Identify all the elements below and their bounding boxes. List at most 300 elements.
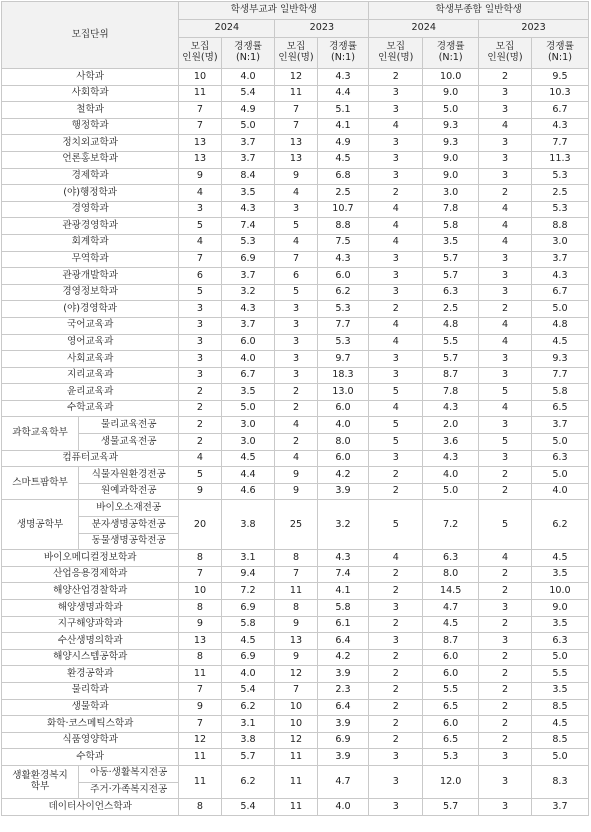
unit-cell: (야)행정학과: [2, 185, 179, 202]
ratio-cell: 5.0: [221, 400, 275, 417]
ratio-cell: 4.3: [317, 550, 369, 567]
quota-cell: 9: [179, 699, 221, 716]
unit-cell: 해양시스템공학과: [2, 649, 179, 666]
ratio-cell: 2.5: [423, 301, 479, 318]
quota-cell: 10: [179, 69, 221, 86]
ratio-cell: 3.0: [221, 417, 275, 434]
ratio-cell: 7.2: [221, 583, 275, 600]
table-row: [2, 69, 589, 86]
unit-cell: 수학과: [2, 749, 179, 766]
ratio-cell: 4.0: [221, 666, 275, 683]
quota-cell: 3: [369, 799, 423, 816]
table-row: [2, 301, 589, 318]
ratio-cell: 6.9: [317, 732, 369, 749]
quota-cell: 5: [179, 467, 221, 484]
quota-cell: 13: [179, 135, 221, 152]
ratio-cell: 3.0: [423, 185, 479, 202]
ratio-cell: 5.3: [221, 234, 275, 251]
quota-cell: 2: [369, 666, 423, 683]
unit-cell: 행정학과: [2, 118, 179, 135]
quota-header: [275, 38, 317, 69]
quota-cell: 2: [369, 301, 423, 318]
quota-cell: 5: [369, 500, 423, 550]
quota-cell: 3: [275, 334, 317, 351]
quota-cell: 8: [179, 799, 221, 816]
quota-cell: 4: [369, 201, 423, 218]
quota-cell: 11: [275, 749, 317, 766]
table-header: [2, 2, 589, 69]
quota-cell: 4: [369, 334, 423, 351]
quota-cell: 3: [479, 765, 532, 798]
ratio-cell: 4.8: [531, 317, 588, 334]
ratio-cell: 10.0: [531, 583, 588, 600]
group-header-jonghap: 학생부종합 일반학생: [369, 2, 589, 20]
ratio-header: [531, 38, 588, 69]
unit-cell: 회계학과: [2, 234, 179, 251]
ratio-cell: 5.7: [423, 251, 479, 268]
quota-cell: 4: [179, 234, 221, 251]
quota-cell: 3: [275, 301, 317, 318]
ratio-cell: 3.7: [531, 251, 588, 268]
quota-cell: 3: [369, 450, 423, 467]
ratio-cell: 4.5: [531, 716, 588, 733]
quota-cell: 7: [275, 251, 317, 268]
year-header: 2024: [179, 20, 275, 38]
table-row: [2, 400, 589, 417]
ratio-cell: 5.7: [423, 268, 479, 285]
table-row: [2, 467, 589, 484]
subunit-cell: 동물생명공학전공: [79, 533, 179, 550]
quota-cell: 2: [479, 616, 532, 633]
table-row: [2, 550, 589, 567]
quota-cell: 3: [369, 85, 423, 102]
quota-cell: 12: [275, 732, 317, 749]
ratio-cell: 5.3: [423, 749, 479, 766]
ratio-cell: 5.5: [531, 666, 588, 683]
ratio-cell: 6.5: [531, 400, 588, 417]
ratio-cell: 5.0: [531, 649, 588, 666]
quota-cell: 2: [479, 649, 532, 666]
quota-cell: 3: [275, 367, 317, 384]
ratio-header: [221, 38, 275, 69]
quota-cell: 13: [275, 151, 317, 168]
ratio-cell: 9.0: [423, 85, 479, 102]
ratio-cell: 8.8: [317, 218, 369, 235]
quota-cell: 3: [179, 367, 221, 384]
quota-cell: 3: [479, 450, 532, 467]
ratio-cell: 10.0: [423, 69, 479, 86]
quota-cell: 11: [179, 765, 221, 798]
ratio-cell: 4.3: [423, 400, 479, 417]
quota-cell: 11: [179, 666, 221, 683]
quota-cell: 3: [369, 251, 423, 268]
quota-cell: 11: [179, 749, 221, 766]
ratio-cell: 6.7: [531, 284, 588, 301]
ratio-cell: 5.4: [221, 799, 275, 816]
quota-cell: 3: [479, 367, 532, 384]
unit-cell: 컴퓨터교육과: [2, 450, 179, 467]
quota-cell: 2: [479, 583, 532, 600]
table-row: [2, 566, 589, 583]
quota-cell: 3: [275, 317, 317, 334]
unit-cell: 지구해양과학과: [2, 616, 179, 633]
ratio-cell: 4.6: [221, 483, 275, 500]
ratio-cell: 2.3: [317, 682, 369, 699]
unit-cell: 사회교육과: [2, 351, 179, 368]
ratio-cell: 6.3: [423, 550, 479, 567]
table-row: [2, 384, 589, 401]
ratio-cell: 3.1: [221, 716, 275, 733]
unit-cell: 경영학과: [2, 201, 179, 218]
table-row: [2, 85, 589, 102]
quota-cell: 4: [479, 201, 532, 218]
subunit-cell: 아동·생활복지전공: [79, 765, 179, 782]
ratio-cell: 5.7: [423, 351, 479, 368]
ratio-cell: 8.7: [423, 633, 479, 650]
ratio-cell: 3.5: [531, 682, 588, 699]
quota-cell: 9: [275, 467, 317, 484]
ratio-cell: 4.5: [221, 450, 275, 467]
header-line: 경쟁률: [329, 41, 357, 53]
quota-cell: 6: [275, 268, 317, 285]
ratio-cell: 3.7: [531, 417, 588, 434]
ratio-cell: 4.1: [317, 118, 369, 135]
ratio-cell: 7.7: [531, 367, 588, 384]
quota-cell: 2: [479, 301, 532, 318]
year-header: 2023: [275, 20, 369, 38]
ratio-cell: 5.1: [317, 102, 369, 119]
table-row: [2, 616, 589, 633]
group-cell: 생명공학부: [2, 500, 79, 550]
ratio-cell: 4.7: [423, 600, 479, 617]
ratio-cell: 5.4: [221, 85, 275, 102]
ratio-cell: 9.0: [423, 151, 479, 168]
ratio-cell: 7.5: [317, 234, 369, 251]
quota-header: [179, 38, 221, 69]
ratio-cell: 8.5: [531, 699, 588, 716]
ratio-cell: 10.3: [531, 85, 588, 102]
ratio-cell: 4.5: [531, 550, 588, 567]
ratio-cell: 6.0: [423, 666, 479, 683]
quota-cell: 3: [479, 251, 532, 268]
quota-cell: 4: [179, 185, 221, 202]
unit-cell: 산업응용경제학과: [2, 566, 179, 583]
unit-cell: 정치외교학과: [2, 135, 179, 152]
table-row: [2, 151, 589, 168]
quota-cell: 2: [369, 616, 423, 633]
ratio-cell: 9.3: [531, 351, 588, 368]
table-row: [2, 185, 589, 202]
ratio-cell: 5.3: [531, 168, 588, 185]
ratio-cell: 10.7: [317, 201, 369, 218]
ratio-cell: 6.0: [317, 268, 369, 285]
header-line: 경쟁률: [234, 41, 262, 53]
ratio-cell: 7.7: [317, 317, 369, 334]
ratio-cell: 9.3: [423, 118, 479, 135]
ratio-cell: 4.2: [317, 467, 369, 484]
quota-cell: 3: [369, 749, 423, 766]
unit-cell: 언론홍보학과: [2, 151, 179, 168]
table-body: [2, 69, 589, 816]
subunit-cell: 물리교육전공: [79, 417, 179, 434]
quota-cell: 13: [275, 633, 317, 650]
ratio-cell: 3.0: [531, 234, 588, 251]
ratio-cell: 6.7: [221, 367, 275, 384]
quota-cell: 2: [479, 566, 532, 583]
ratio-cell: 4.9: [317, 135, 369, 152]
quota-cell: 2: [479, 699, 532, 716]
quota-cell: 9: [275, 168, 317, 185]
table-row: [2, 434, 589, 451]
quota-cell: 5: [479, 500, 532, 550]
quota-cell: 5: [179, 218, 221, 235]
header-line: (N:1): [547, 52, 572, 63]
quota-cell: 4: [369, 234, 423, 251]
quota-cell: 3: [479, 268, 532, 285]
quota-cell: 3: [179, 334, 221, 351]
quota-cell: 2: [369, 716, 423, 733]
quota-cell: 4: [369, 118, 423, 135]
ratio-cell: 5.8: [317, 600, 369, 617]
unit-cell: 해양생명과학과: [2, 600, 179, 617]
ratio-cell: 5.8: [531, 384, 588, 401]
quota-cell: 3: [369, 351, 423, 368]
quota-cell: 2: [179, 384, 221, 401]
ratio-cell: 8.8: [531, 218, 588, 235]
ratio-cell: 5.0: [423, 483, 479, 500]
ratio-cell: 3.5: [221, 384, 275, 401]
quota-cell: 3: [369, 765, 423, 798]
ratio-cell: 3.9: [317, 666, 369, 683]
quota-cell: 2: [479, 666, 532, 683]
table-row: [2, 135, 589, 152]
quota-cell: 4: [479, 118, 532, 135]
ratio-cell: 14.5: [423, 583, 479, 600]
quota-cell: 3: [369, 633, 423, 650]
quota-cell: 2: [369, 649, 423, 666]
quota-cell: 3: [479, 749, 532, 766]
quota-cell: 4: [479, 234, 532, 251]
year-header: 2024: [369, 20, 479, 38]
admission-table: [1, 1, 589, 816]
quota-cell: 3: [369, 151, 423, 168]
quota-cell: 4: [275, 450, 317, 467]
quota-cell: 8: [275, 550, 317, 567]
quota-cell: 8: [179, 600, 221, 617]
quota-cell: 4: [369, 218, 423, 235]
header-line: 모집: [495, 41, 515, 53]
quota-cell: 2: [369, 467, 423, 484]
unit-cell: 해양산업경찰학과: [2, 583, 179, 600]
header-line: 모집: [286, 41, 306, 53]
ratio-cell: 3.9: [317, 749, 369, 766]
unit-cell: 철학과: [2, 102, 179, 119]
ratio-cell: 4.4: [221, 467, 275, 484]
quota-cell: 7: [275, 682, 317, 699]
quota-cell: 12: [275, 69, 317, 86]
ratio-cell: 4.4: [317, 85, 369, 102]
quota-cell: 8: [275, 600, 317, 617]
quota-cell: 11: [179, 85, 221, 102]
unit-cell: 경제학과: [2, 168, 179, 185]
table-row: [2, 351, 589, 368]
ratio-cell: 6.0: [317, 450, 369, 467]
quota-cell: 2: [369, 185, 423, 202]
group-label-line: 학부: [30, 781, 50, 793]
quota-cell: 3: [369, 284, 423, 301]
ratio-cell: 9.0: [531, 600, 588, 617]
year-header: 2023: [479, 20, 589, 38]
quota-cell: 2: [479, 483, 532, 500]
table-row: [2, 218, 589, 235]
quota-cell: 5: [369, 434, 423, 451]
quota-cell: 9: [179, 168, 221, 185]
quota-cell: 3: [479, 351, 532, 368]
quota-cell: 4: [369, 400, 423, 417]
unit-cell: (야)경영학과: [2, 301, 179, 318]
ratio-cell: 9.5: [531, 69, 588, 86]
ratio-cell: 6.9: [221, 251, 275, 268]
group-cell: 스마트팜학부: [2, 467, 79, 500]
table-row: [2, 500, 589, 517]
ratio-cell: 4.0: [531, 483, 588, 500]
unit-cell: 지리교육과: [2, 367, 179, 384]
quota-cell: 10: [275, 716, 317, 733]
ratio-cell: 4.0: [221, 69, 275, 86]
ratio-cell: 12.0: [423, 765, 479, 798]
table-row: [2, 732, 589, 749]
quota-cell: 3: [479, 168, 532, 185]
quota-cell: 2: [369, 699, 423, 716]
quota-cell: 9: [275, 649, 317, 666]
unit-cell: 수산생명의학과: [2, 633, 179, 650]
ratio-cell: 3.2: [221, 284, 275, 301]
ratio-cell: 4.5: [423, 616, 479, 633]
quota-cell: 20: [179, 500, 221, 550]
quota-cell: 11: [275, 583, 317, 600]
quota-cell: 3: [479, 151, 532, 168]
ratio-cell: 5.4: [221, 682, 275, 699]
subunit-cell: 주거·가족복지전공: [79, 782, 179, 799]
table-row: [2, 583, 589, 600]
header-line: 모집: [190, 41, 210, 53]
ratio-cell: 4.3: [423, 450, 479, 467]
quota-cell: 2: [179, 417, 221, 434]
quota-cell: 9: [275, 483, 317, 500]
quota-cell: 4: [479, 400, 532, 417]
ratio-cell: 9.4: [221, 566, 275, 583]
ratio-cell: 7.8: [423, 201, 479, 218]
group-cell: 과학교육학부: [2, 417, 79, 450]
unit-cell: 환경공학과: [2, 666, 179, 683]
ratio-cell: 5.7: [221, 749, 275, 766]
subunit-cell: 원예과학전공: [79, 483, 179, 500]
table-row: [2, 649, 589, 666]
quota-cell: 9: [179, 616, 221, 633]
header-line: 인원(명): [487, 52, 523, 63]
header-line: 인원(명): [182, 52, 218, 63]
ratio-cell: 11.3: [531, 151, 588, 168]
ratio-cell: 7.4: [317, 566, 369, 583]
ratio-cell: 9.7: [317, 351, 369, 368]
quota-cell: 3: [275, 351, 317, 368]
table-row: [2, 716, 589, 733]
unit-cell: 무역학과: [2, 251, 179, 268]
quota-cell: 12: [275, 666, 317, 683]
ratio-cell: 7.4: [221, 218, 275, 235]
ratio-cell: 3.9: [317, 483, 369, 500]
quota-cell: 7: [179, 682, 221, 699]
subunit-cell: 생물교육전공: [79, 434, 179, 451]
quota-cell: 2: [179, 434, 221, 451]
quota-cell: 6: [179, 268, 221, 285]
header-line: 경쟁률: [436, 41, 465, 53]
ratio-cell: 6.3: [423, 284, 479, 301]
subunit-cell: 바이오소재전공: [79, 500, 179, 517]
ratio-cell: 5.7: [423, 799, 479, 816]
table-row: [2, 201, 589, 218]
ratio-cell: 6.9: [221, 649, 275, 666]
quota-cell: 4: [479, 550, 532, 567]
unit-cell: 생물학과: [2, 699, 179, 716]
ratio-cell: 4.9: [221, 102, 275, 119]
quota-cell: 3: [479, 633, 532, 650]
unit-cell: 식품영양학과: [2, 732, 179, 749]
subunit-cell: 식물자원환경전공: [79, 467, 179, 484]
table-row: [2, 417, 589, 434]
ratio-cell: 8.0: [423, 566, 479, 583]
ratio-cell: 6.4: [317, 633, 369, 650]
ratio-cell: 3.1: [221, 550, 275, 567]
ratio-cell: 5.5: [423, 334, 479, 351]
ratio-cell: 3.0: [221, 434, 275, 451]
quota-cell: 10: [275, 699, 317, 716]
quota-cell: 11: [275, 765, 317, 798]
ratio-cell: 8.7: [423, 367, 479, 384]
quota-cell: 7: [275, 566, 317, 583]
ratio-cell: 7.7: [531, 135, 588, 152]
header-line: (N:1): [330, 52, 355, 63]
ratio-cell: 3.5: [221, 185, 275, 202]
header-line: 인원(명): [378, 52, 414, 63]
quota-cell: 5: [479, 384, 532, 401]
ratio-cell: 5.8: [221, 616, 275, 633]
quota-cell: 11: [275, 85, 317, 102]
ratio-cell: 4.3: [317, 251, 369, 268]
unit-cell: 관광개발학과: [2, 268, 179, 285]
quota-cell: 2: [275, 384, 317, 401]
ratio-cell: 4.5: [221, 633, 275, 650]
quota-cell: 25: [275, 500, 317, 550]
quota-cell: 4: [479, 334, 532, 351]
quota-cell: 2: [369, 566, 423, 583]
ratio-cell: 3.5: [531, 616, 588, 633]
unit-cell: 경영정보학과: [2, 284, 179, 301]
ratio-cell: 3.6: [423, 434, 479, 451]
quota-cell: 9: [275, 616, 317, 633]
table-row: [2, 765, 589, 782]
header-line: (N:1): [235, 52, 260, 63]
ratio-cell: 5.0: [531, 434, 588, 451]
quota-cell: 4: [479, 218, 532, 235]
ratio-cell: 18.3: [317, 367, 369, 384]
table-row: [2, 749, 589, 766]
quota-cell: 8: [179, 550, 221, 567]
quota-cell: 2: [369, 583, 423, 600]
quota-cell: 2: [275, 400, 317, 417]
ratio-cell: 3.7: [221, 135, 275, 152]
ratio-cell: 3.5: [423, 234, 479, 251]
